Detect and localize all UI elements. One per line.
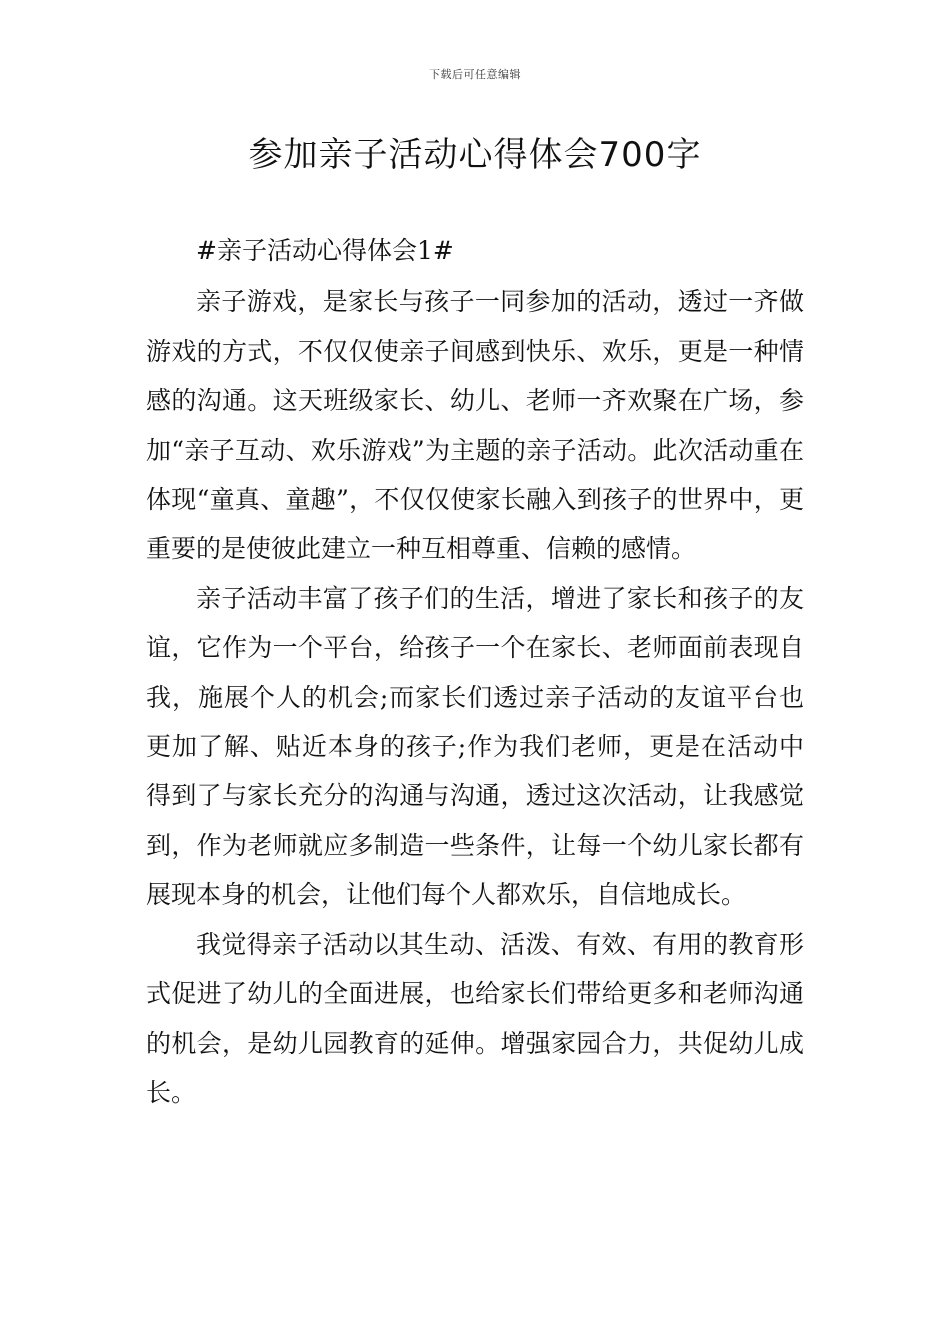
header-note: 下载后可任意编辑 xyxy=(429,68,521,81)
document-body xyxy=(146,226,804,1117)
paragraph-2: 亲子活动丰富了孩子们的生活，增进了家长和孩子的友谊，它作为一个平台，给孩子一个在家长、老师面前表现自我，施展个人的机会;而家长们透过亲子活动的友谊平台也更加了解、贴近本身的孩子;作为我们老师，更是在活动中得到了与家长充分的沟通与沟通，透过这次活动，让我感觉到，作为老师就应多制造一些条件，让每一个幼儿家长都有展现本身的机会，让他们每个人都欢乐，自信地成长。 xyxy=(146,583,804,910)
paragraph-1: 亲子游戏，是家长与孩子一同参加的活动，透过一齐做游戏的方式，不仅仅使亲子间感到快乐、欢乐，更是一种情感的沟通。这天班级家长、幼儿、老师一齐欢聚在广场，参加“亲子互动、欢乐游戏”为主题的亲子活动。此次活动重在体现“童真、童趣”，不仅仅使家长融入到孩子的世界中，更重要的是使彼此建立一种互相尊重、信赖的感情。 xyxy=(146,287,804,564)
section-heading: #亲子活动心得体会1# xyxy=(196,236,454,265)
document-title: 参加亲子活动心得体会700字 xyxy=(248,135,702,175)
paragraph-3: 我觉得亲子活动以其生动、活泼、有效、有用的教育形式促进了幼儿的全面进展，也给家长们带给更多和老师沟通的机会，是幼儿园教育的延伸。增强家园合力，共促幼儿成长。 xyxy=(146,929,804,1107)
